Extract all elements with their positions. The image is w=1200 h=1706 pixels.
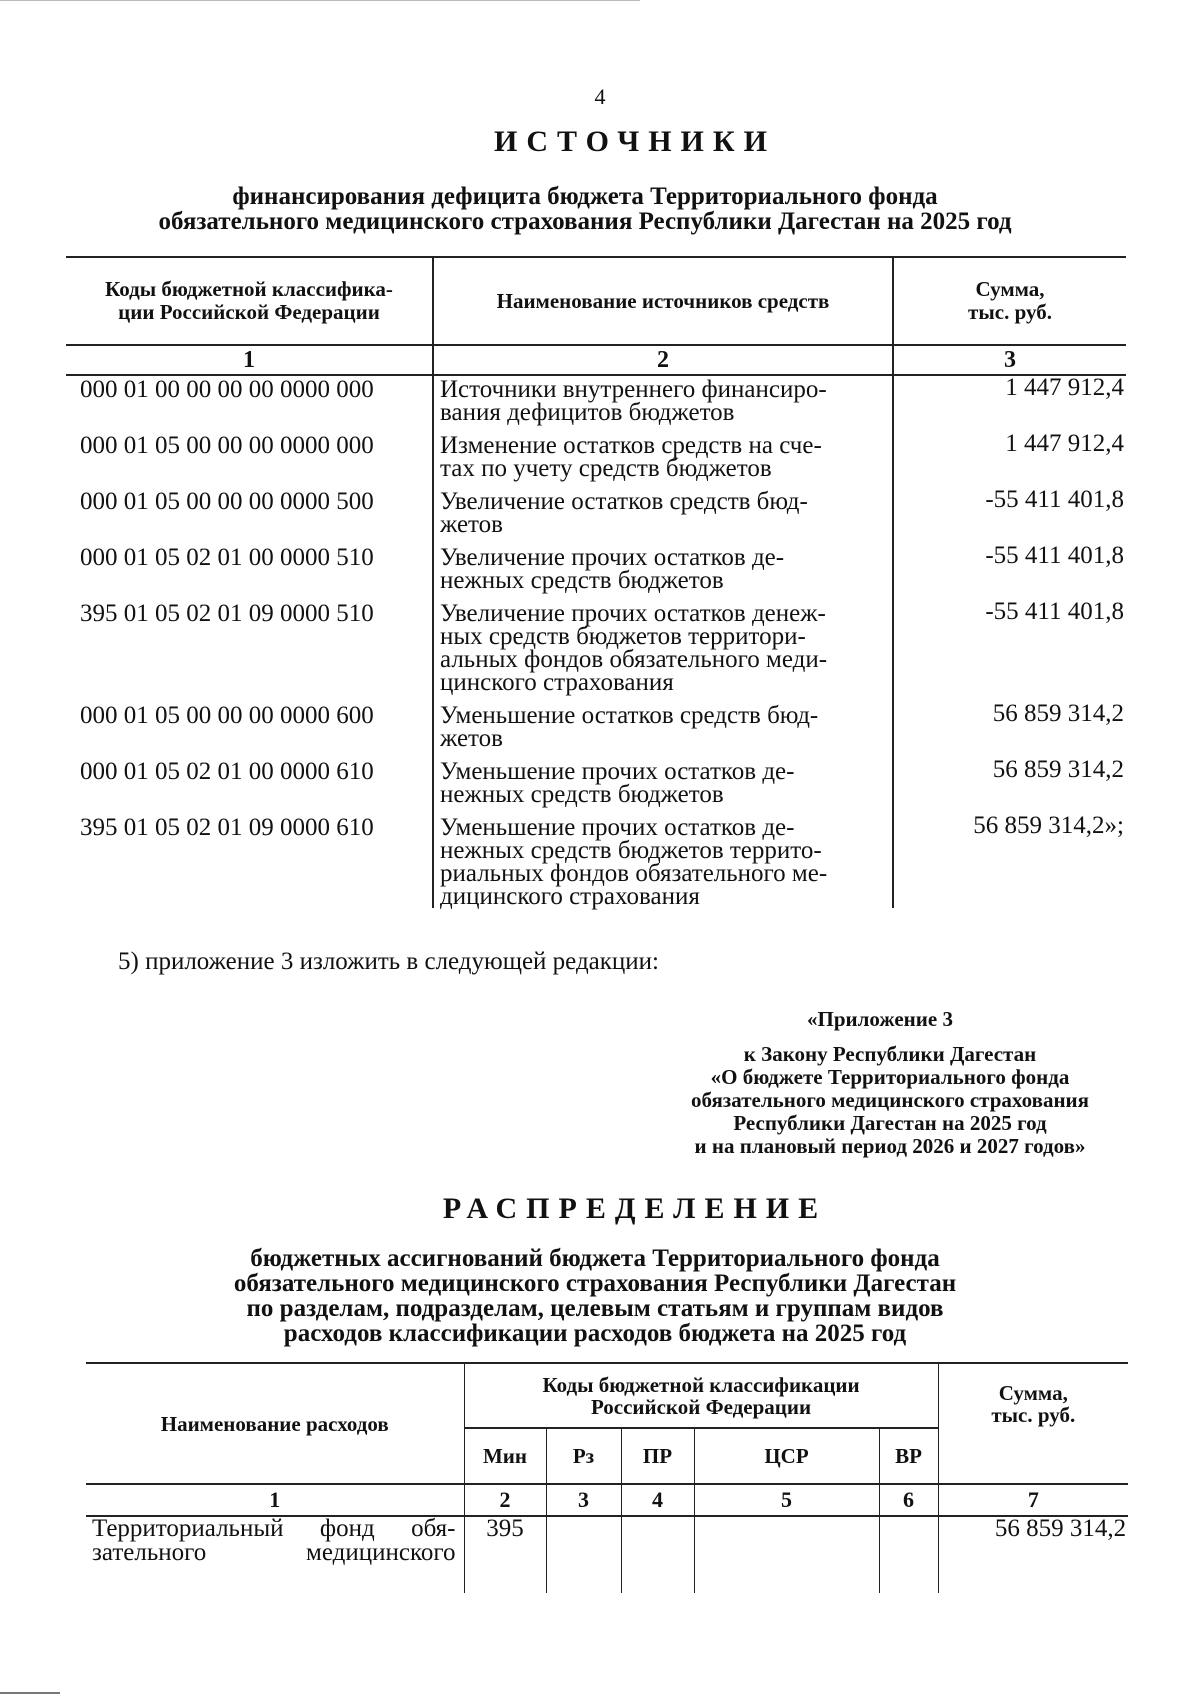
sources-table-column-numbers — [66, 345, 1126, 375]
row-sum: -55 411 401,8 — [985, 598, 1124, 625]
column-number: 4 — [621, 1484, 694, 1516]
row-name-line: нежных средств бюджетов — [440, 567, 724, 594]
section2-subtitle-line: обязательного медицинского страхования Республики Дагестан — [233, 1270, 957, 1297]
row-sum: 56 859 314,2 — [992, 756, 1124, 783]
section2-subtitle-line: бюджетных ассигнований бюджета Территориального фонда — [250, 1245, 940, 1272]
appendix-line: Республики Дагестан на 2025 год — [733, 1111, 1047, 1135]
scan-edge-mark — [0, 0, 640, 1]
table-row — [66, 488, 1126, 536]
row-name-line: альных фондов обязательного меди- — [440, 646, 828, 673]
row-name-line: риальных фондов обязательного ме- — [440, 860, 828, 887]
column-number: 7 — [938, 1484, 1128, 1516]
row-name-line: Источники внутреннего финансиро- — [440, 376, 827, 403]
header-sum-line: тыс. руб. — [991, 1403, 1076, 1427]
scan-edge-mark — [0, 1692, 60, 1694]
header-codes-line: Коды бюджетной классификации — [542, 1372, 860, 1397]
row-name — [433, 432, 893, 480]
column-number: 1 — [66, 345, 433, 375]
appendix-reference — [650, 1043, 1130, 1158]
table-row — [86, 1516, 1128, 1593]
row-name-line: Увеличение прочих остатков денеж- — [440, 600, 826, 627]
row-name-line: ных средств бюджетов территори- — [440, 623, 806, 650]
section2-title: РАСПРЕДЕЛЕНИЕ — [442, 1192, 828, 1225]
row-name-line: Территориальный фонд обя- — [92, 1515, 456, 1542]
allocation-column-numbers — [86, 1484, 1128, 1516]
appendix-label: «Приложение 3 — [807, 1007, 953, 1031]
row-sum: -55 411 401,8 — [985, 486, 1124, 513]
row-sum: 1 447 912,4 — [1005, 374, 1124, 401]
row-name-line: зательного медицинского — [92, 1539, 456, 1566]
row-code: 395 01 05 02 01 09 0000 610 — [80, 814, 374, 841]
row-name-line: тах по учету средств бюджетов — [440, 455, 772, 482]
row-expense-name — [86, 1516, 464, 1593]
row-name-line: Увеличение прочих остатков де- — [440, 544, 785, 571]
section2-subtitle-line: расходов классификации расходов бюджета на 2025 год — [283, 1320, 907, 1347]
row-name-line: нежных средств бюджетов — [440, 781, 724, 808]
row-name-line: жетов — [440, 725, 503, 752]
sources-table — [66, 256, 1126, 908]
header-sum-line: Сумма, — [998, 1381, 1068, 1405]
table-row — [66, 544, 1126, 592]
row-code: 395 01 05 02 01 09 0000 510 — [80, 600, 374, 627]
row-name — [433, 814, 893, 908]
table-row — [66, 702, 1126, 750]
row-code: 000 01 05 00 00 00 0000 000 — [80, 432, 374, 459]
section1-subtitle-line: обязательного медицинского страхования Республики Дагестан на 2025 год — [158, 208, 1012, 235]
row-name-line: Уменьшение остатков средств бюд- — [440, 702, 819, 729]
header-codes-line: Российской Федерации — [590, 1394, 812, 1419]
row-name-line: вания дефицитов бюджетов — [440, 399, 735, 426]
section1-title: ИСТОЧНИКИ — [494, 125, 776, 158]
column-number: 1 — [86, 1484, 464, 1516]
header-codes-line: ции Российской Федерации — [118, 300, 380, 324]
header-rz: Рз — [546, 1428, 621, 1484]
column-number: 3 — [893, 345, 1126, 375]
appendix-line: обязательного медицинского страхования — [690, 1088, 1090, 1112]
table-row — [66, 814, 1126, 908]
amendment-paragraph: 5) приложение 3 изложить в следующей редакции: — [118, 948, 659, 975]
row-sum: -55 411 401,8 — [985, 542, 1124, 569]
header-pr: ПР — [621, 1428, 694, 1484]
row-name — [433, 702, 893, 750]
header-codes — [66, 257, 433, 345]
header-min: Мин — [464, 1428, 546, 1484]
header-codes-group — [464, 1363, 938, 1428]
header-sum — [893, 257, 1126, 345]
row-code: 000 01 05 00 00 00 0000 500 — [80, 488, 374, 515]
sources-table-header — [66, 257, 1126, 345]
row-sum: 56 859 314,2»; — [973, 812, 1124, 839]
row-sum: 56 859 314,2 — [992, 700, 1124, 727]
row-pr — [621, 1516, 694, 1593]
row-min: 395 — [464, 1516, 546, 1593]
row-name-line: цинского страхования — [440, 669, 674, 696]
row-rz — [546, 1516, 621, 1593]
allocation-header-row — [86, 1363, 1128, 1428]
header-vr: ВР — [879, 1428, 938, 1484]
appendix-line: «О бюджете Территориального фонда — [710, 1065, 1070, 1089]
row-name-line: Уменьшение прочих остатков де- — [440, 814, 795, 841]
appendix-line: к Закону Республики Дагестан — [743, 1042, 1037, 1066]
row-code: 000 01 05 02 01 00 0000 610 — [80, 758, 374, 785]
row-vr — [879, 1516, 938, 1593]
row-code: 000 01 00 00 00 00 0000 000 — [80, 376, 374, 403]
appendix-line: и на плановый период 2026 и 2027 годов» — [694, 1134, 1086, 1158]
table-row — [66, 600, 1126, 694]
column-number: 6 — [879, 1484, 938, 1516]
header-sum — [938, 1363, 1128, 1484]
header-source-name: Наименование источников средств — [433, 257, 893, 345]
row-name-line: Уменьшение прочих остатков де- — [440, 758, 795, 785]
row-name — [433, 375, 893, 424]
row-name — [433, 758, 893, 806]
page-number: 4 — [594, 84, 606, 109]
column-number: 2 — [433, 345, 893, 375]
row-name-line: Изменение остатков средств на сче- — [440, 432, 822, 459]
section2-subtitle-line: по разделам, подразделам, целевым статьям и группам видов — [246, 1295, 944, 1322]
header-sum-line: тыс. руб. — [968, 300, 1052, 324]
table-row — [66, 758, 1126, 806]
row-name — [433, 600, 893, 694]
row-sum: 56 859 314,2 — [994, 1515, 1127, 1542]
section2-subtitle — [0, 1246, 1190, 1346]
header-codes-line: Коды бюджетной классифика- — [105, 277, 393, 301]
section1-subtitle — [0, 184, 1170, 234]
row-name — [433, 488, 893, 536]
header-csr: ЦСР — [694, 1428, 879, 1484]
row-code: 000 01 05 00 00 00 0000 600 — [80, 702, 374, 729]
header-sum-line: Сумма, — [975, 277, 1045, 301]
table-row — [66, 432, 1126, 480]
row-sum: 1 447 912,4 — [1005, 430, 1124, 457]
allocation-table — [86, 1362, 1128, 1593]
row-name-line: нежных средств бюджетов террито- — [440, 837, 822, 864]
row-code: 000 01 05 02 01 00 0000 510 — [80, 544, 374, 571]
section1-subtitle-line: финансирования дефицита бюджета Территориального фонда — [232, 183, 938, 210]
row-name — [433, 544, 893, 592]
table-row — [66, 375, 1126, 424]
row-name-line: дицинского страхования — [440, 883, 700, 910]
column-number: 5 — [694, 1484, 879, 1516]
row-csr — [694, 1516, 879, 1593]
row-name-line: жетов — [440, 511, 503, 538]
column-number: 2 — [464, 1484, 546, 1516]
row-name-line: Увеличение остатков средств бюд- — [440, 488, 808, 515]
header-expense-name: Наименование расходов — [86, 1363, 464, 1484]
column-number: 3 — [546, 1484, 621, 1516]
